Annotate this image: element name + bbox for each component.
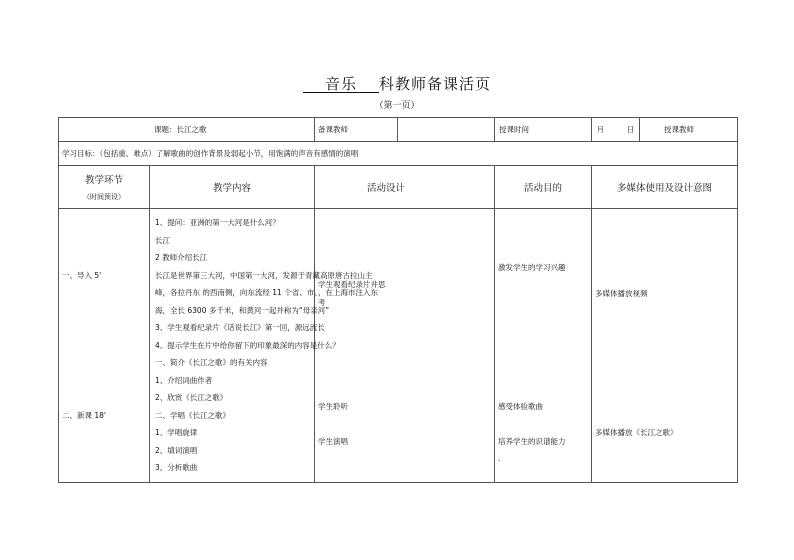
class-time-label: 授课时间 — [495, 118, 592, 142]
stage-intro: 一、导入 5' — [62, 271, 102, 280]
title-subject: 音乐 — [303, 76, 379, 93]
activity-line: 学生演唱 — [318, 436, 348, 446]
content-line: 3、分析歌曲 — [155, 463, 198, 473]
stage-new-lesson: 二、新课 18' — [62, 410, 106, 420]
day-label: 日 — [626, 125, 635, 134]
content-line: 1、提问：亚洲的第一大河是什么河？ — [155, 218, 280, 228]
teach-teacher-label: 授课教师 — [640, 118, 738, 142]
content-line: 二、学唱《长江之歌》 — [155, 410, 230, 420]
content-line: 2、欣赏《长江之歌》 — [155, 393, 228, 403]
content-line: 海，全长 6300 多千米，和黄河一起并称为“母亲河” — [155, 305, 330, 315]
page-number: （第一页） — [374, 101, 420, 111]
header-media: 多媒体使用及设计意图 — [592, 166, 738, 209]
activity-line: 考 — [318, 297, 326, 307]
header-row — [59, 166, 738, 209]
header-stage-note: （时间预设） — [83, 193, 125, 201]
lesson-title: 课题：长江之歌 — [59, 118, 315, 142]
page-title — [0, 73, 794, 94]
header-stage-title: 教学环节 — [84, 175, 123, 186]
purpose-cell — [495, 209, 592, 483]
purpose-line: 激发学生的学习兴趣 — [498, 262, 566, 272]
header-purpose: 活动目的 — [495, 166, 592, 209]
lesson-plan-table — [58, 117, 738, 483]
header-activity: 活动设计 — [315, 166, 495, 209]
activity-line: 学生观看纪录片并思 — [318, 280, 386, 289]
content-line: 长江 — [155, 235, 170, 245]
content-line: 长江是世界第三大河，中国第一大河，发源于青藏高原唐古拉山主 — [155, 270, 373, 280]
body-row — [59, 209, 738, 483]
info-row — [59, 118, 738, 142]
prep-teacher-label: 备课教师 — [315, 118, 398, 142]
media-cell — [592, 209, 738, 483]
content-line: 峰，各拉丹东 的西南侧，向东流经 11 个省、市、，在上海市注入东 — [155, 288, 378, 298]
activity-cell — [315, 209, 495, 483]
title-rest: 科教师备课活页 — [379, 75, 492, 93]
learning-goal: 学习目标：（包括重、难点）了解歌曲的创作背景及弱起小节，用饱满的声音有感情的演唱 — [59, 142, 738, 166]
purpose-line: 培养学生的识谱能力 — [498, 436, 566, 446]
month-label: 月 — [596, 125, 605, 134]
media-line: 多媒体播放视频 — [595, 288, 648, 298]
prep-teacher-value[interactable] — [398, 118, 495, 142]
goal-row — [59, 142, 738, 166]
content-line: 3、学生观看纪录片《话说长江》第一回，源远流长 — [155, 323, 325, 333]
class-time-value[interactable] — [592, 118, 640, 142]
content-line: 1、介绍词曲作者 — [155, 375, 213, 385]
content-line: 4、提示学生在片中给你留下的印象最深的内容是什么？ — [155, 340, 340, 350]
header-stage — [59, 166, 150, 209]
purpose-line: 感受体验歌曲 — [498, 402, 543, 411]
stage-cell — [59, 209, 150, 483]
header-content: 教学内容 — [150, 166, 315, 209]
activity-line: 学生聆听 — [318, 402, 348, 411]
content-line: 1、学唱旋律 — [155, 428, 198, 438]
media-line: 多媒体播放《长江之歌》 — [595, 428, 678, 437]
content-line: 2 教师介绍长江 — [155, 253, 208, 263]
purpose-line: . — [498, 454, 501, 463]
content-line: 一、简介《长江之歌》的有关内容 — [155, 358, 268, 368]
content-line: 2、填词演唱 — [155, 445, 198, 455]
